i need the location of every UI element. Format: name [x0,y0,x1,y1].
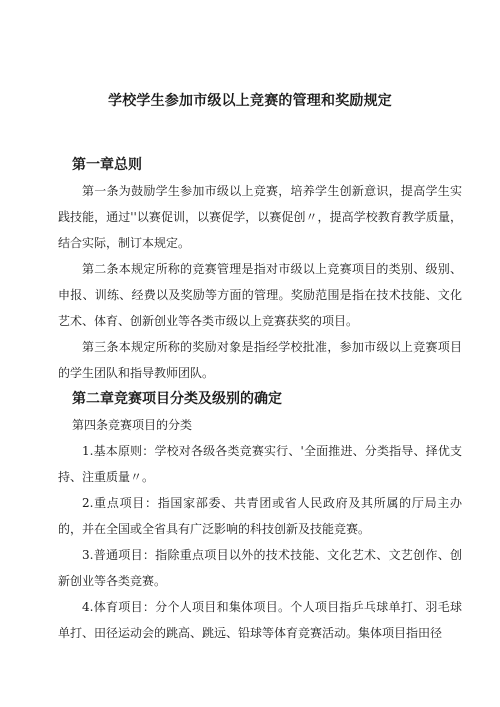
item-3: 3.普通项目：指除重点项目以外的技术技能、文化艺术、文艺创作、创新创业等各类竞赛。 [58,548,462,588]
article-3: 第三条本规定所称的奖励对象是指经学校批准，参加市级以上竞赛项目的学生团队和指导教师团队。 [58,340,462,380]
item-1: 1.基本原则：学校对各级各类竞赛实行、'全面推进、分类指导、择优支持、注重质量〃。 [58,444,462,484]
chapter-2-heading: 第二章竞赛项目分类及级别的确定 [72,391,282,407]
item-4: 4.体育项目：分个人项目和集体项目。个人项目指乒乓球单打、羽毛球单打、田径运动会的跳高、跳远、铅球等体育竞赛活动。集体项目指田径 [58,600,462,640]
document-title: 学校学生参加市级以上竞赛的管理和奖励规定 [108,93,392,109]
article-2: 第二条本规定所称的竞赛管理是指对市级以上竞赛项目的类别、级别、申报、训练、经费以及奖励等方面的管理。奖励范围是指在技术技能、文化艺术、体育、创新创业等各类市级以上竞赛获奖的项目。 [58,262,462,328]
article-4: 第四条竞赛项目的分类 [72,418,193,432]
article-1: 第一条为鼓励学生参加市级以上竞赛，培养学生创新意识，提高学生实践技能，通过''以赛促训，以赛促学，以赛促创〃，提高学校教育教学质量，结合实际，制订本规定。 [58,184,462,250]
item-2: 2.重点项目：指国家部委、共青团或省人民政府及其所属的厅局主办的，并在全国或全省具有广泛影响的科技创新及技能竞赛。 [58,496,462,536]
document-body [58,152,462,646]
chapter-1-heading: 第一章总则 [72,157,142,173]
